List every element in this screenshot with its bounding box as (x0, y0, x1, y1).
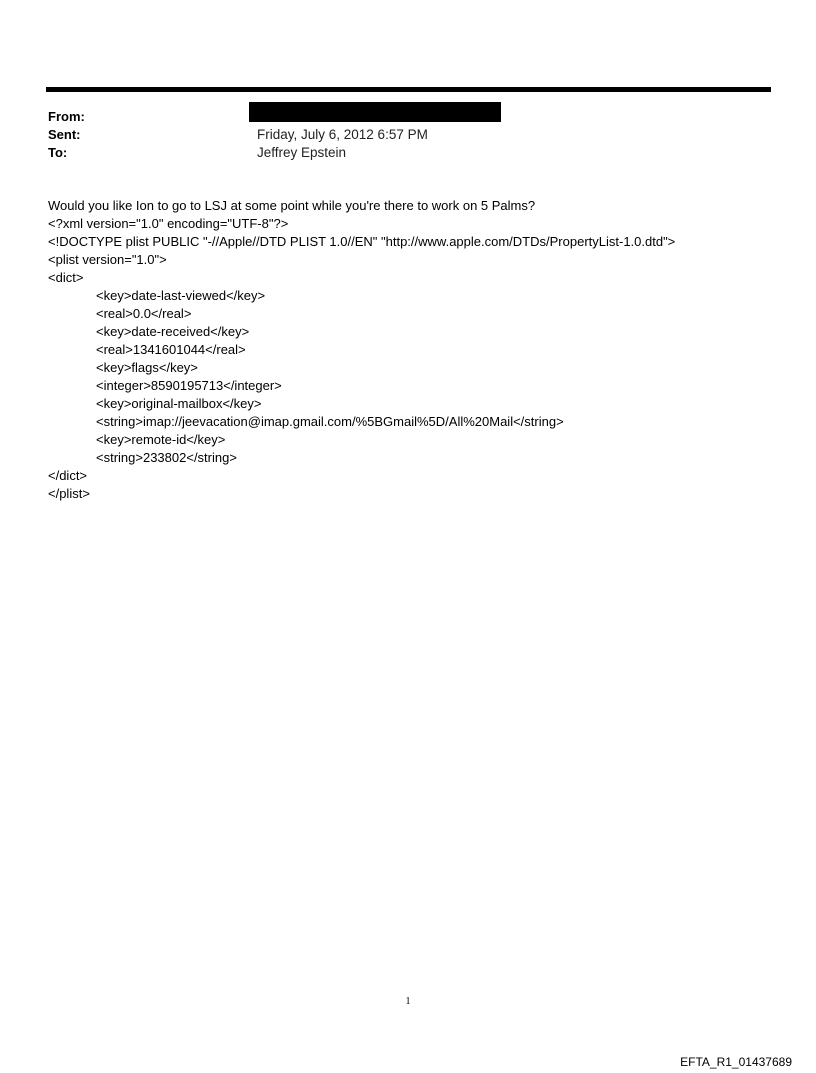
plist-line: <integer>8590195713</integer> (96, 378, 282, 393)
from-label: From: (48, 109, 85, 124)
sent-value: Friday, July 6, 2012 6:57 PM (257, 127, 428, 142)
plist-line: </plist> (48, 486, 90, 501)
plist-line: <key>flags</key> (96, 360, 198, 375)
plist-line: <key>date-received</key> (96, 324, 250, 339)
sent-row (48, 126, 768, 144)
email-body (48, 197, 768, 503)
plist-line: <key>original-mailbox</key> (96, 396, 262, 411)
plist-line: <real>1341601044</real> (96, 342, 246, 357)
to-label: To: (48, 145, 68, 160)
plist-line: <key>date-last-viewed</key> (96, 288, 266, 303)
to-row (48, 144, 768, 162)
message-text: Would you like Ion to go to LSJ at some point while you're there to work on 5 Palms? (48, 198, 536, 213)
from-row (48, 108, 768, 126)
document-id: EFTA_R1_01437689 (680, 1055, 792, 1069)
plist-line: <plist version="1.0"> (48, 252, 167, 267)
plist-line: <?xml version="1.0" encoding="UTF-8"?> (48, 216, 289, 231)
plist-line: <string>imap://jeevacation@imap.gmail.com/%5BGmail%5D/All%20Mail</string> (96, 414, 564, 429)
page-number: 1 (405, 996, 411, 1007)
sent-label: Sent: (48, 127, 81, 142)
plist-line: <real>0.0</real> (96, 306, 192, 321)
redaction-block (249, 102, 501, 122)
plist-line: <key>remote-id</key> (96, 432, 226, 447)
plist-line: <!DOCTYPE plist PUBLIC "-//Apple//DTD PLIST 1.0//EN" "http://www.apple.com/DTDs/PropertyList-1.0.dtd"> (48, 234, 676, 249)
header-divider (46, 87, 771, 92)
plist-line: <string>233802</string> (96, 450, 237, 465)
to-value: Jeffrey Epstein (257, 145, 347, 160)
plist-line: </dict> (48, 468, 88, 483)
plist-line: <dict> (48, 270, 84, 285)
